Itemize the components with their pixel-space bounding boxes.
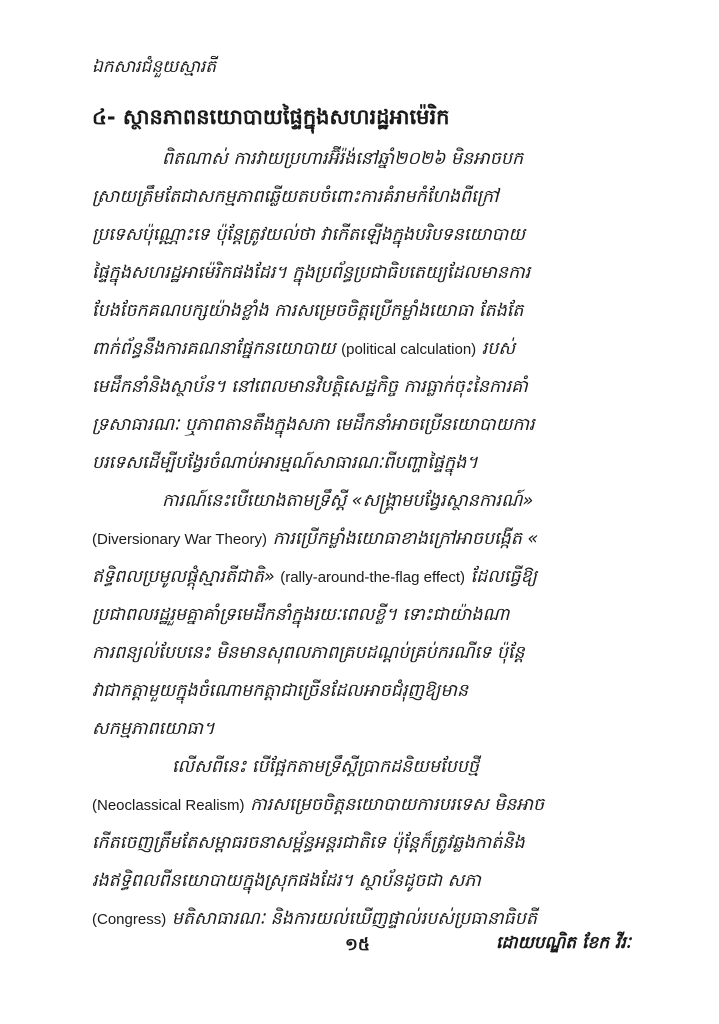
english-term: (rally-around-the-flag effect) bbox=[280, 569, 466, 586]
paragraph-line: ឥទ្ធិពលប្រមូលផ្តុំស្មារតីជាតិ» (rally-around-the-flag effect) ដែលធ្វើឱ្យ bbox=[92, 567, 537, 587]
paragraph-line: ប្រទេសប៉ុណ្ណោះទេ ប៉ុន្តែត្រូវយល់ថា វាកើតឡើងក្នុងបរិបទនយោបាយ bbox=[92, 225, 525, 245]
running-header: ឯកសារជំនួយស្មារតី bbox=[92, 57, 217, 77]
paragraph-line: បែងចែកគណបក្សយ៉ាងខ្លាំង ការសម្រេចចិត្តប្រើកម្លាំងយោធា តែងតែ bbox=[92, 301, 524, 321]
paragraph-line: ប្រជាពលរដ្ឋរួមគ្នាគាំទ្រមេដឹកនាំក្នុងរយៈពេលខ្លី។ ទោះជាយ៉ាងណា bbox=[92, 605, 510, 625]
paragraph-line: ពាក់ព័ន្ធនឹងការគណនាផ្នែកនយោបាយ (political calculation) របស់ bbox=[92, 339, 516, 359]
paragraph-line: ស្រាយត្រឹមតែជាសកម្មភាពឆ្លើយតបចំពោះការគំរាមកំហែងពីក្រៅ bbox=[92, 187, 499, 207]
body-text bbox=[92, 140, 640, 929]
section-heading: ៤- ស្ថានភាពនយោបាយផ្ទៃក្នុងសហរដ្ឋអាម៉េរិក bbox=[92, 105, 450, 129]
english-term: (Neoclassical Realism) bbox=[92, 797, 245, 814]
paragraph-line: មេដឹកនាំនិងស្ថាប័ន។ នៅពេលមានវិបត្តិសេដ្ឋកិច្ច ការធ្លាក់ចុះនៃការគាំ bbox=[92, 377, 528, 397]
paragraph-line: ការណ៍នេះបើយោងតាមទ្រឹស្តី «សង្គ្រាមបង្វែរស្ថានការណ៍» bbox=[162, 491, 534, 511]
paragraph-line: (Diversionary War Theory) ការប្រើកម្លាំងយោធាខាងក្រៅអាចបង្កើត « bbox=[92, 529, 539, 549]
paragraph-line: វាជាកត្តាមួយក្នុងចំណោមកត្តាជាច្រើនដែលអាចជំរុញឱ្យមាន bbox=[92, 681, 469, 701]
english-term: (Congress) bbox=[92, 911, 167, 928]
english-term: (political calculation) bbox=[341, 341, 477, 358]
paragraph-line: លើសពីនេះ បើផ្អែកតាមទ្រឹស្តីប្រាកដនិយមបែបថ្មី bbox=[172, 757, 479, 777]
paragraph-line: រងឥទ្ធិពលពីនយោបាយក្នុងស្រុកផងដែរ។ ស្ថាប័នដូចជា សភា bbox=[92, 871, 481, 891]
paragraph-line: ផ្ទៃក្នុងសហរដ្ឋអាម៉េរិកផងដែរ។ ក្នុងប្រព័ន្ធប្រជាធិបតេយ្យដែលមានការ bbox=[92, 263, 531, 283]
footer-author: ដោយបណ្ឌិត ខែក វីរៈ bbox=[496, 933, 631, 953]
paragraph-line: (Neoclassical Realism) ការសម្រេចចិត្តនយោបាយការបរទេស មិនអាច bbox=[92, 795, 545, 815]
paragraph-line: (Congress) មតិសាធារណៈ និងការយល់ឃើញផ្ទាល់របស់ប្រធានាធិបតី bbox=[92, 909, 537, 929]
paragraph-line: សកម្មភាពយោធា។ bbox=[92, 719, 215, 739]
page-number: ១៥ bbox=[345, 935, 370, 955]
paragraph-line: ពិតណាស់ ការវាយប្រហារអ៊ីរ៉ង់នៅឆ្នាំ២០២៦ មិនអាចបក bbox=[162, 149, 524, 169]
paragraph-line: បរទេសដើម្បីបង្វែរចំណាប់អារម្មណ៍សាធារណៈពីបញ្ហាផ្ទៃក្នុង។ bbox=[92, 453, 478, 473]
paragraph-line: ទ្រសាធារណៈ ឬភាពតានតឹងក្នុងសភា មេដឹកនាំអាចប្រើនយោបាយការ bbox=[92, 415, 535, 435]
paragraph-line: ការពន្យល់បែបនេះ មិនមានសុពលភាពគ្របដណ្តប់គ្រប់ករណីទេ ប៉ុន្តែ bbox=[92, 643, 525, 663]
paragraph-line: កើតចេញត្រឹមតែសម្ពាធរចនាសម្ព័ន្ធអន្តរជាតិទេ ប៉ុន្តែក៏ត្រូវឆ្លងកាត់និង bbox=[92, 833, 525, 853]
english-term: (Diversionary War Theory) bbox=[92, 531, 268, 548]
